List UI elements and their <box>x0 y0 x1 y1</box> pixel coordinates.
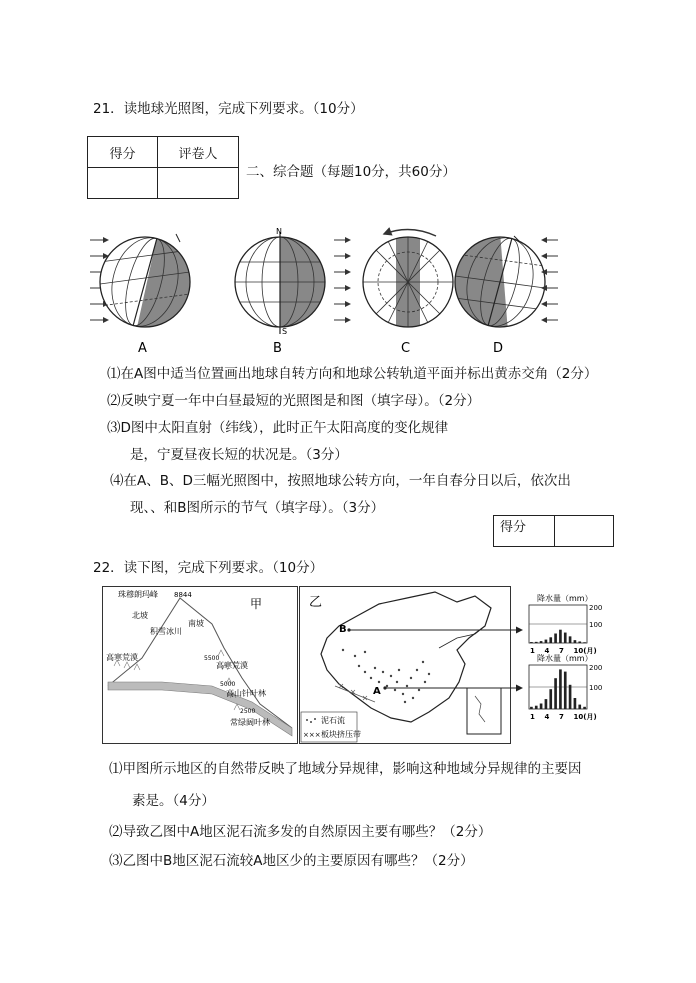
precip-bar <box>583 707 586 709</box>
precip-bar <box>530 707 533 709</box>
q22-sub3: ⑶乙图中B地区泥石流较A地区少的主要原因有哪些？（2分） <box>109 853 474 869</box>
q21-sub1: ⑴在A图中适当位置画出地球自转方向和地球公转轨道平面并标出黄赤交角（2分） <box>107 366 598 382</box>
sunlight-arrows-c <box>334 240 350 320</box>
precip-bar <box>545 640 548 643</box>
jia-label: 甲 <box>250 597 263 611</box>
desert-right: 高寒荒漠 <box>216 661 248 670</box>
precip-chart-a <box>523 652 607 722</box>
jia-mountain-figure <box>102 586 298 744</box>
precip-chart-b <box>523 592 607 656</box>
legend-mudflow: 泥石流 <box>321 716 345 725</box>
x-tick-label: 10(月) <box>573 647 597 655</box>
chart-b-tick-200: 200 <box>589 604 603 612</box>
point-a: A <box>373 686 381 697</box>
precip-bar <box>564 633 567 643</box>
q22-sub1-cont: 素是。（4分） <box>132 793 215 809</box>
earth-illumination-figure <box>88 222 588 354</box>
score-cell-2[interactable] <box>555 516 614 547</box>
q21-sub3-cont: 是，宁夏昼夜长短的状况是。（3分） <box>130 447 348 463</box>
globe-d <box>455 230 555 333</box>
score-table <box>87 136 239 199</box>
precip-bar <box>569 685 572 709</box>
precip-bar <box>540 704 543 710</box>
chart-b-title: 降水量（mm） <box>537 594 593 603</box>
x-tick-label: 10(月) <box>573 713 597 721</box>
label-s: S <box>282 327 288 336</box>
chart-b-tick-100: 100 <box>589 621 603 629</box>
connector-arrows <box>340 610 526 700</box>
precip-bar <box>574 698 577 709</box>
x-tick-label: 4 <box>544 647 550 655</box>
q21-sub4: ⑷在A、B、D三幅光照图中，按照地球公转方向，一年自春分日以后，依次出 <box>110 473 571 489</box>
h2500: 2500 <box>240 708 256 715</box>
precip-bar <box>535 642 538 643</box>
label-b: B <box>273 341 282 354</box>
precip-bar <box>540 641 543 643</box>
legend-plate-symbol: ××× <box>303 731 321 739</box>
score-label: 得分 <box>88 137 158 168</box>
score-table-2 <box>493 515 614 547</box>
globe-b <box>235 232 335 332</box>
q21-sub4-cont: 现、、和B图所示的节气（填字母）。（3分） <box>130 500 385 516</box>
label-d: D <box>493 341 504 354</box>
desert-left: 高寒荒漠 <box>106 653 138 662</box>
x-tick-label: 7 <box>559 713 564 721</box>
precip-bar <box>578 641 581 643</box>
q21-sub2: ⑵反映宁夏一年中白昼最短的光照图是和图（填字母）。（2分） <box>107 393 481 409</box>
peak-label: 珠穆朗玛峰 <box>118 590 158 599</box>
label-n: N <box>276 227 282 236</box>
q22-sub1: ⑴甲图所示地区的自然带反映了地域分异规律，影响这种地域分异规律的主要因 <box>109 761 582 777</box>
label-c: C <box>401 341 411 354</box>
peak-height: 8844 <box>174 591 192 599</box>
h5000: 5000 <box>220 681 236 688</box>
grader-label: 评卷人 <box>158 137 239 168</box>
q22-title: 22．读下图，完成下列要求。（10分） <box>93 560 324 576</box>
map-legend <box>301 712 361 742</box>
precip-bar <box>559 669 562 709</box>
precip-bar <box>583 642 586 643</box>
precip-bar <box>545 699 548 709</box>
precip-bar <box>535 706 538 709</box>
precip-bar <box>549 637 552 643</box>
score-label-2: 得分 <box>494 516 555 547</box>
precip-bar <box>530 642 533 643</box>
q21-title: 21．读地球光照图，完成下列要求。（10分） <box>93 101 364 117</box>
precip-bar <box>574 640 577 643</box>
globe-a <box>100 230 200 333</box>
q21-sub3: ⑶D图中太阳直射（纬线），此时正午太阳高度的变化规律 <box>107 420 449 436</box>
chart-a-title: 降水量（mm） <box>537 654 593 663</box>
precip-bar <box>559 630 562 643</box>
precip-bar <box>554 634 557 644</box>
section-heading: 二、综合题（每题10分，共60分） <box>246 164 456 180</box>
precip-bar <box>564 672 567 709</box>
conifer: 高山针叶林 <box>226 689 266 698</box>
evergreen: 常绿阔叶林 <box>230 718 270 727</box>
h5500: 5500 <box>204 655 220 662</box>
precip-bar <box>554 678 557 709</box>
glacier: 积雪冰川 <box>150 627 182 636</box>
label-a: A <box>138 341 147 354</box>
score-cell[interactable] <box>88 168 158 199</box>
x-tick-label: 1 <box>530 713 535 721</box>
legend-plate: 板块挤压带 <box>321 730 361 739</box>
south-slope: 南坡 <box>188 619 204 628</box>
precip-bar <box>549 689 552 709</box>
point-b: B <box>339 624 347 635</box>
chart-a-tick-200: 200 <box>589 664 603 672</box>
precip-bar <box>578 705 581 709</box>
precip-bar <box>569 636 572 643</box>
grader-cell[interactable] <box>158 168 239 199</box>
x-tick-label: 7 <box>559 647 564 655</box>
chart-a-tick-100: 100 <box>589 684 603 692</box>
north-slope: 北坡 <box>132 611 148 620</box>
x-tick-label: 1 <box>530 647 535 655</box>
yi-label: 乙 <box>309 595 323 610</box>
x-tick-label: 4 <box>544 713 550 721</box>
q22-sub2: ⑵导致乙图中A地区泥石流多发的自然原因主要有哪些？（2分） <box>109 824 492 840</box>
